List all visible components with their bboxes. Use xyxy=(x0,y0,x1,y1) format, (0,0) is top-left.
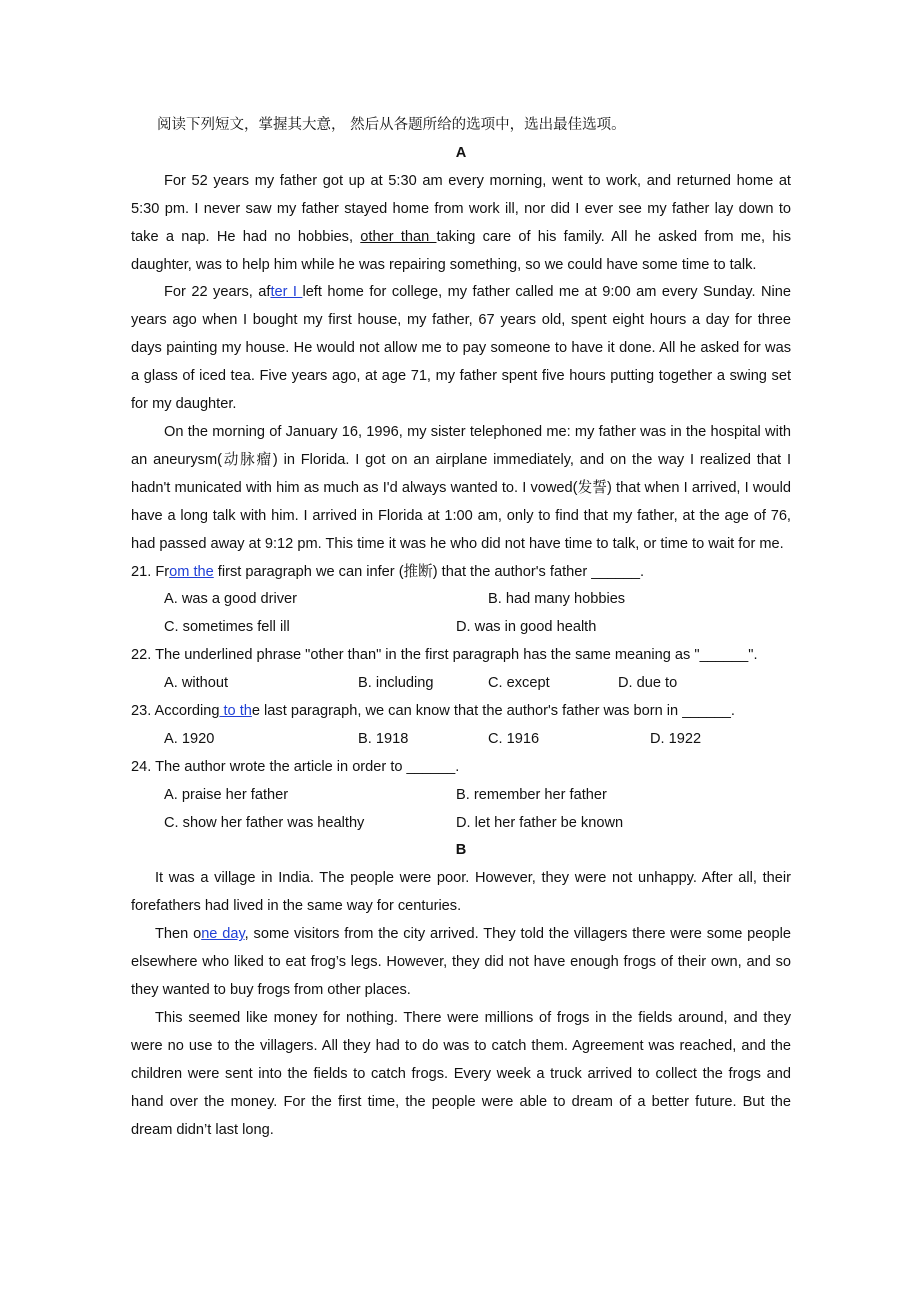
passage-b-paragraph-1: It was a village in India. The people were poor. However, they were not unhappy. After all, their forefathers had lived in the same way for centuries. xyxy=(131,870,791,915)
option-a[interactable]: A. was a good driver xyxy=(164,591,298,608)
option-c[interactable]: C. except xyxy=(488,675,550,692)
hyperlink-text[interactable]: ter I xyxy=(270,284,303,301)
option-c[interactable]: C. 1916 xyxy=(488,730,540,747)
question-23-options xyxy=(131,726,791,754)
passage-b-paragraph-2: Then one day, some visitors from the city arrived. They told the villagers there were some people elsewhere who liked to eat frog’s legs. However, they did not have enough frogs of their own, and so they wanted to buy frogs from other places. xyxy=(131,926,792,998)
option-b[interactable]: B. remember her father xyxy=(456,786,607,803)
option-b[interactable]: B. including xyxy=(358,675,434,692)
instruction-text: 阅读下列短文，掌握其大意， 然后从各题所给的选项中，选出最佳选项。 xyxy=(157,117,626,133)
option-a[interactable]: A. praise her father xyxy=(164,786,289,803)
option-b[interactable]: B. 1918 xyxy=(358,730,409,747)
question-21-options-row-2 xyxy=(131,614,791,642)
option-a[interactable]: A. without xyxy=(164,675,229,692)
passage-a-paragraph-1: For 52 years my father got up at 5:30 am every morning, went to work, and returned home at 5:30 pm. I never saw my father stayed home from work ill, nor did I ever see my father lay down to take a nap. He had no hobbies, other than taking care of his family. All he asked from me, his daughter, was to help him while he was repairing something, so we could have some time to talk. xyxy=(131,172,792,273)
question-24-options-row-1 xyxy=(131,782,791,810)
question-24-options-row-2 xyxy=(131,810,791,838)
option-d[interactable]: D. due to xyxy=(618,675,678,692)
passage-a-heading: A xyxy=(455,144,467,161)
passage-a-paragraph-2: For 22 years, after I left home for college, my father called me at 9:00 am every Sunday. Nine years ago when I bought my first house, my father, 67 years old, spent eight hours a day for three days painting my house. He would not allow me to pay someone to have it done. All he asked for was a glass of iced tea. Five years ago, at age 71, my father spent five hours putting together a swing set for my daughter. xyxy=(131,284,791,413)
underlined-phrase: other than xyxy=(360,228,437,245)
hyperlink-text[interactable]: om the xyxy=(169,563,214,580)
document-page xyxy=(131,112,791,1144)
option-d[interactable]: D. was in good health xyxy=(456,619,597,636)
hyperlink-text[interactable]: to th xyxy=(219,702,252,719)
passage-b-paragraph-3: This seemed like money for nothing. There were millions of frogs in the fields around, and they were no use to the villagers. All they had to do was to catch them. Agreement was reached, and the children were sent into the fields to catch frogs. Every week a truck arrived to collect the frogs and hand over the money. For the first time, the people were able to dream of a better future. But the dream didn’t last long. xyxy=(131,1009,791,1138)
question-23: 23. According to the last paragraph, we can know that the author's father was born in ______. xyxy=(131,702,735,719)
option-b[interactable]: B. had many hobbies xyxy=(488,591,626,608)
option-d[interactable]: D. 1922 xyxy=(650,730,702,747)
question-22-options xyxy=(131,670,791,698)
question-24: 24. The author wrote the article in order to ______. xyxy=(131,758,460,775)
question-21: 21. From the first paragraph we can infer (推断) that the author's father ______. xyxy=(131,563,645,580)
passage-a-paragraph-3: On the morning of January 16, 1996, my sister telephoned me: my father was in the hospital with an aneurysm(动脉瘤) in Florida. I got on an airplane immediately, and on the way I realized that I hadn't municated with him as much as I'd always wanted to. I vowed(发誓) that when I arrived, I would have a long talk with him. I arrived in Florida at 1:00 am, only to find that my father, at the age of 76, had passed away at 9:12 pm. This time it was he who did not have time to talk, or time to wait for me. xyxy=(131,423,791,552)
question-21-options-row-1 xyxy=(131,586,791,614)
question-22: 22. The underlined phrase "other than" in the first paragraph has the same meaning as "______". xyxy=(131,647,758,664)
passage-b-heading: B xyxy=(455,842,467,859)
option-a[interactable]: A. 1920 xyxy=(164,730,215,747)
hyperlink-text[interactable]: ne day xyxy=(201,926,245,943)
option-d[interactable]: D. let her father be known xyxy=(456,814,624,831)
option-c[interactable]: C. show her father was healthy xyxy=(164,814,365,831)
option-c[interactable]: C. sometimes fell ill xyxy=(164,619,290,636)
